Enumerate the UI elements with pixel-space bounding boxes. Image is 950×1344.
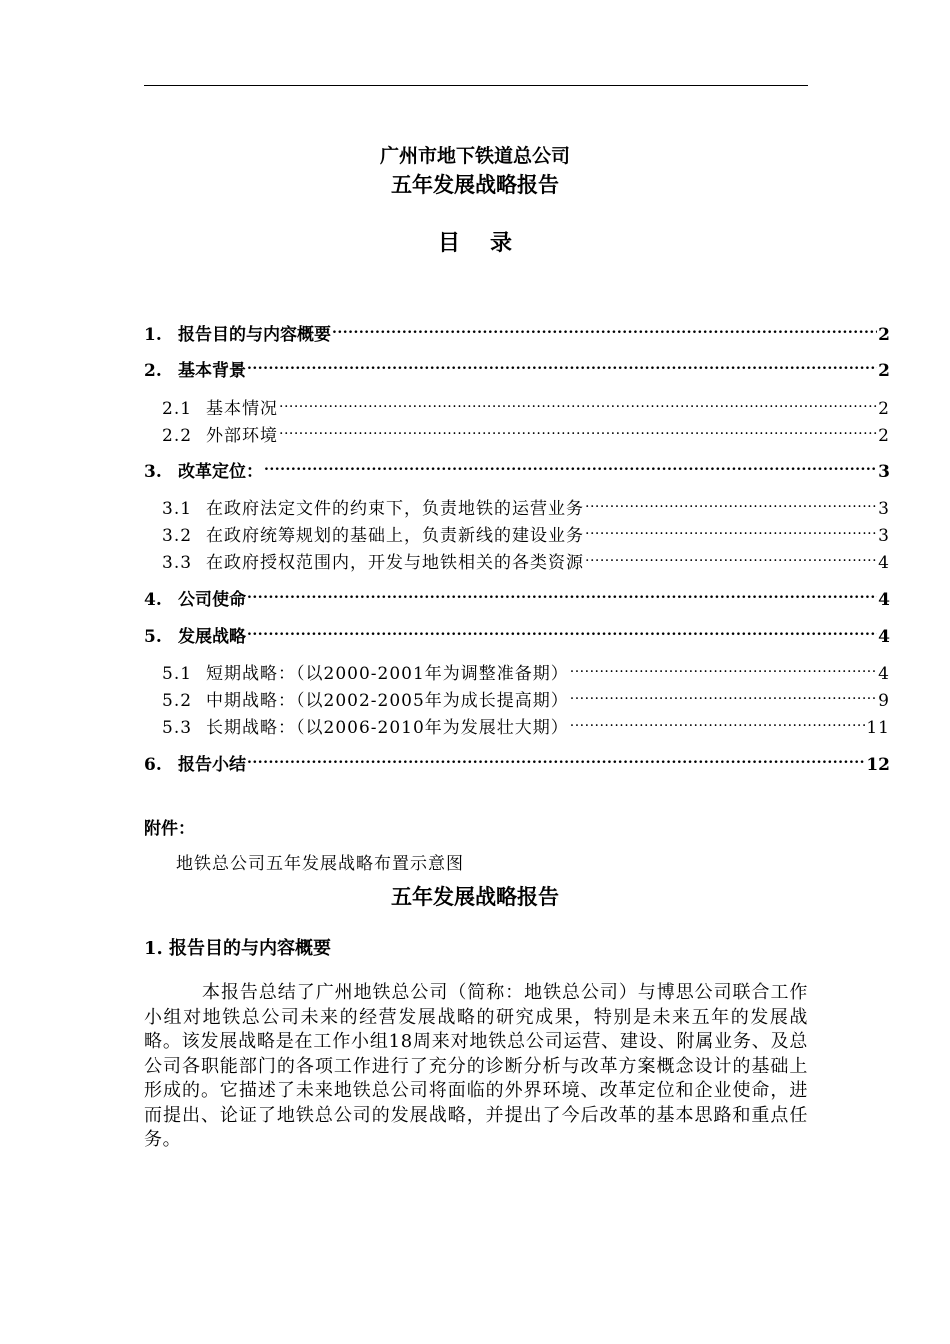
toc-entry-label: 在政府授权范围内，开发与地铁相关的各类资源: [206, 553, 584, 573]
toc-entry-page: 3: [878, 526, 890, 546]
toc-entry[interactable]: [162, 519, 890, 547]
toc-entry-label: 改革定位：: [178, 462, 263, 482]
toc-entry-number: 3.1: [162, 499, 193, 519]
toc-entry-number: 5.: [144, 627, 162, 647]
toc-entry-number: 5.3: [162, 718, 193, 738]
toc-entry-number: 2.1: [162, 399, 193, 419]
toc-entry-page: 12: [866, 755, 890, 775]
toc-entry-label: 长期战略：（以2006-2010年为发展壮大期）: [206, 718, 569, 738]
intro-paragraph: 本报告总结了广州地铁总公司（简称：地铁总公司）与博思公司联合工作小组对地铁总公司未来的经营发展战略的研究成果，特别是未来五年的发展战略。该发展战略是在工作小组18周来对地铁总公司运营、建设、附属业务、及总公司各职能部门的各项工作进行了充分的诊断分析与改革方案概念设计的基础上形成的。它描述了未来地铁总公司将面临的外界环境、改革定位和企业使命，进而提出、论证了地铁总公司的发展战略，并提出了今后改革的基本思路和重点任务。: [144, 982, 808, 1150]
toc-entry-page: 4: [878, 627, 890, 647]
toc-dot-leader: [570, 711, 866, 733]
toc-dot-leader: [332, 318, 877, 340]
toc-entry[interactable]: [162, 419, 890, 447]
toc-entry-label: 中期战略：（以2002-2005年为成长提高期）: [206, 691, 569, 711]
attachment-label: 附件：: [144, 819, 195, 839]
toc-entry[interactable]: [144, 583, 890, 611]
toc-entry-number: 3.3: [162, 553, 193, 573]
toc-dot-leader: [247, 620, 877, 642]
section-1-heading: 1. 报告目的与内容概要: [144, 938, 332, 959]
toc-entry-page: 4: [878, 664, 890, 684]
toc-entry-label: 在政府统筹规划的基础上，负责新线的建设业务: [206, 526, 584, 546]
toc-entry-label: 报告小结: [178, 755, 246, 775]
toc-entry-page: 4: [878, 553, 890, 573]
toc-entry-page: 9: [878, 691, 890, 711]
company-name: 广州市地下铁道总公司: [379, 145, 570, 167]
toc-entry-number: 3.2: [162, 526, 193, 546]
report-title: 五年发展战略报告: [391, 172, 559, 197]
toc-dot-leader: [247, 748, 865, 770]
toc-entry-page: 2: [878, 325, 890, 345]
toc-entry-label: 基本背景: [178, 361, 246, 381]
toc-heading: 目录: [437, 230, 542, 256]
toc-entry[interactable]: [162, 711, 890, 739]
toc-entry-label: 在政府法定文件的约束下，负责地铁的运营业务: [206, 499, 584, 519]
toc-dot-leader: [585, 492, 877, 514]
toc-entry[interactable]: [162, 492, 890, 520]
toc-entry-label: 基本情况: [206, 399, 278, 419]
toc-entry[interactable]: [144, 455, 890, 483]
toc-entry-number: 6.: [144, 755, 162, 775]
attachment-item[interactable]: 地铁总公司五年发展战略布置示意图: [176, 854, 464, 874]
toc-dot-leader: [264, 455, 877, 477]
toc-entry-label: 外部环境: [206, 426, 278, 446]
toc-dot-leader: [279, 419, 877, 441]
toc-entry[interactable]: [162, 546, 890, 574]
toc-entry[interactable]: [144, 354, 890, 382]
toc-entry-page: 3: [878, 499, 890, 519]
toc-dot-leader: [279, 392, 877, 414]
toc-entry-number: 1.: [144, 325, 162, 345]
toc-entry-number: 5.2: [162, 691, 193, 711]
toc-dot-leader: [247, 354, 877, 376]
toc-entry-label: 报告目的与内容概要: [178, 325, 331, 345]
toc-entry[interactable]: [162, 657, 890, 685]
toc-entry-label: 短期战略：（以2000-2001年为调整准备期）: [206, 664, 569, 684]
toc-entry-page: 3: [878, 462, 890, 482]
toc-entry-page: 2: [878, 361, 890, 381]
toc-entry[interactable]: [144, 620, 890, 648]
toc-dot-leader: [570, 657, 877, 679]
toc-entry-number: 4.: [144, 590, 162, 610]
toc-dot-leader: [585, 546, 877, 568]
toc-entry-page: 11: [866, 718, 890, 738]
header-rule: [144, 85, 808, 86]
toc-entry-page: 4: [878, 590, 890, 610]
toc-entry[interactable]: [144, 748, 890, 776]
toc-entry-page: 2: [878, 399, 890, 419]
toc-entry[interactable]: [144, 318, 890, 346]
toc-entry-label: 发展战略: [178, 627, 246, 647]
toc-entry-number: 2.: [144, 361, 162, 381]
toc-entry-label: 公司使命: [178, 590, 246, 610]
toc-entry-number: 2.2: [162, 426, 193, 446]
body-title: 五年发展战略报告: [391, 884, 559, 909]
toc-entry-number: 5.1: [162, 664, 193, 684]
toc-entry-page: 2: [878, 426, 890, 446]
toc-dot-leader: [585, 519, 877, 541]
toc-dot-leader: [570, 684, 877, 706]
toc-entry-number: 3.: [144, 462, 162, 482]
toc-entry[interactable]: [162, 392, 890, 420]
toc-entry[interactable]: [162, 684, 890, 712]
toc-dot-leader: [247, 583, 877, 605]
